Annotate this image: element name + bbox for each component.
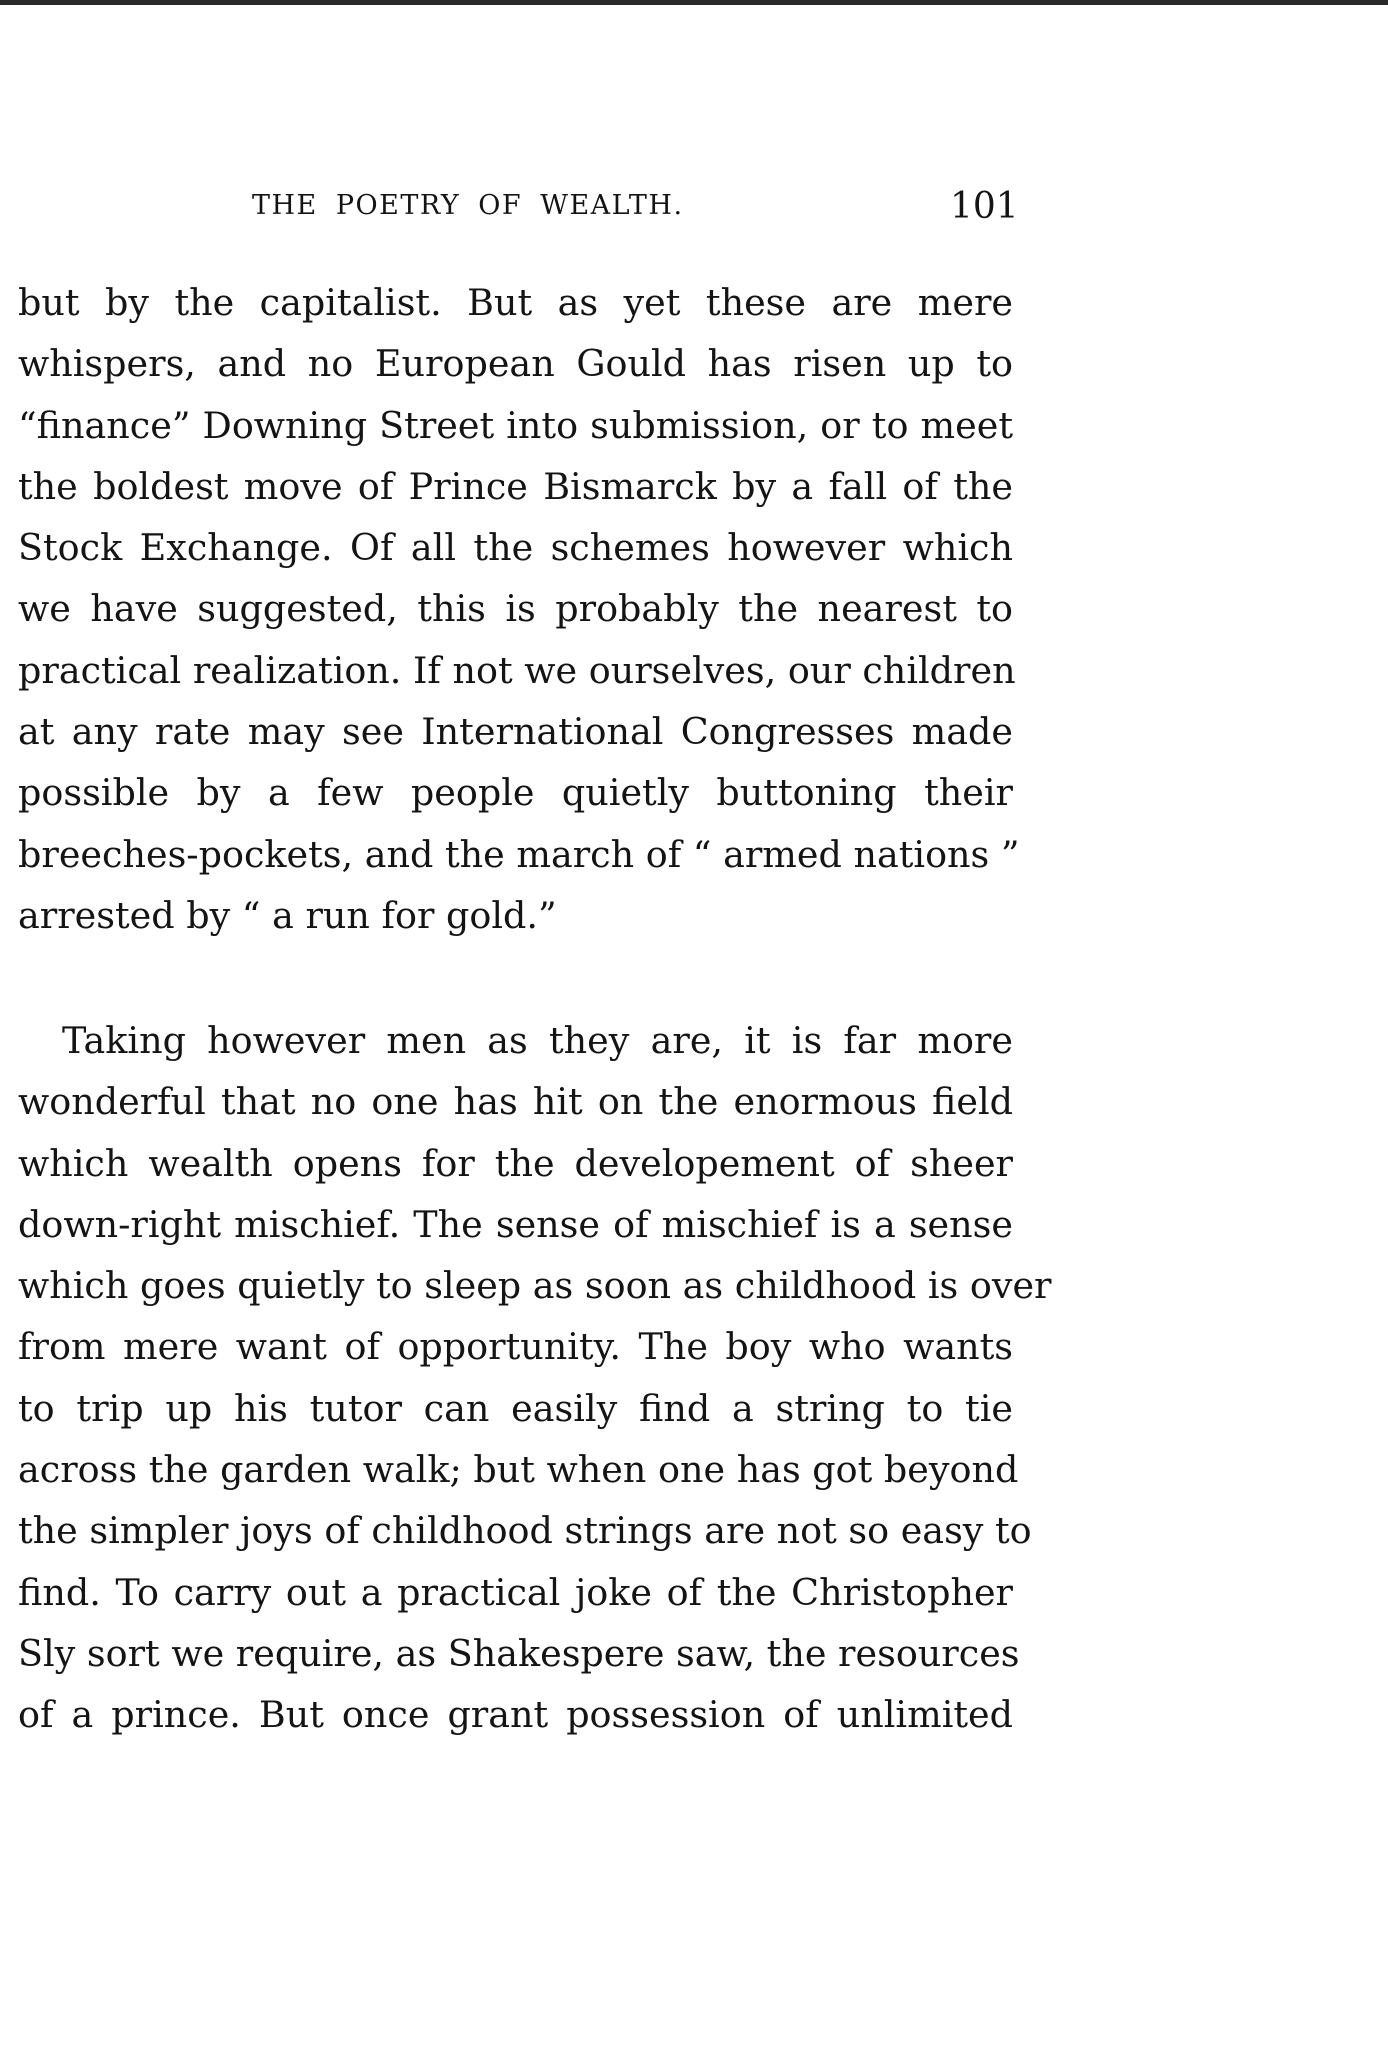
text-line: which wealth opens for the developement of sheer [18, 1141, 1013, 1185]
text-line: we have suggested, this is probably the nearest to [18, 587, 1013, 631]
text-line: the boldest move of Prince Bismarck by a fall of the [18, 464, 1013, 508]
text-line: which goes quietly to sleep as soon as childhood is over [18, 1264, 1052, 1308]
text-line: possible by a few people quietly buttoning their [18, 771, 1013, 815]
text-line: Stock Exchange. Of all the schemes however which [18, 526, 1013, 570]
paragraph-continued [18, 272, 1020, 946]
text-line: from mere want of opportunity. The boy who wants [18, 1325, 1013, 1369]
text-line: to trip up his tutor can easily find a string to tie [18, 1386, 1013, 1430]
text-line: wonderful that no one has hit on the enormous field [18, 1080, 1013, 1124]
text-line: whispers, and no European Gould has risen up to [18, 342, 1013, 386]
page-number: 101 [950, 186, 1019, 227]
text-line: of a prince. But once grant possession of unlimited [18, 1693, 1013, 1737]
text-line: Sly sort we require, as Shakespere saw, the resources [18, 1631, 1020, 1675]
text-line: at any rate may see International Congresses made [18, 710, 1013, 754]
text-line: “finance” Downing Street into submission, or to meet [18, 403, 1013, 447]
running-title: THE POETRY OF WEALTH. [252, 190, 684, 221]
paragraph-new [18, 1010, 1052, 1746]
text-line: but by the capitalist. But as yet these are mere [18, 281, 1013, 324]
page-header [0, 186, 1388, 240]
text-line: breeches-pockets, and the march of “ armed nations ” [18, 832, 1020, 876]
text-line: find. To carry out a practical joke of the Christopher [18, 1570, 1013, 1614]
text-line: the simpler joys of childhood strings are not so easy to [18, 1509, 1032, 1553]
text-line: practical realization. If not we ourselves, our children [18, 648, 1016, 692]
text-line: across the garden walk; but when one has got beyond [18, 1448, 1019, 1492]
text-line: down-right mischief. The sense of mischief is a sense [18, 1202, 1013, 1246]
top-border-rule [0, 0, 1388, 5]
text-line: arrested by “ a run for gold.” [18, 893, 557, 937]
text-line: Taking however men as they are, it is far more [62, 1019, 1013, 1062]
